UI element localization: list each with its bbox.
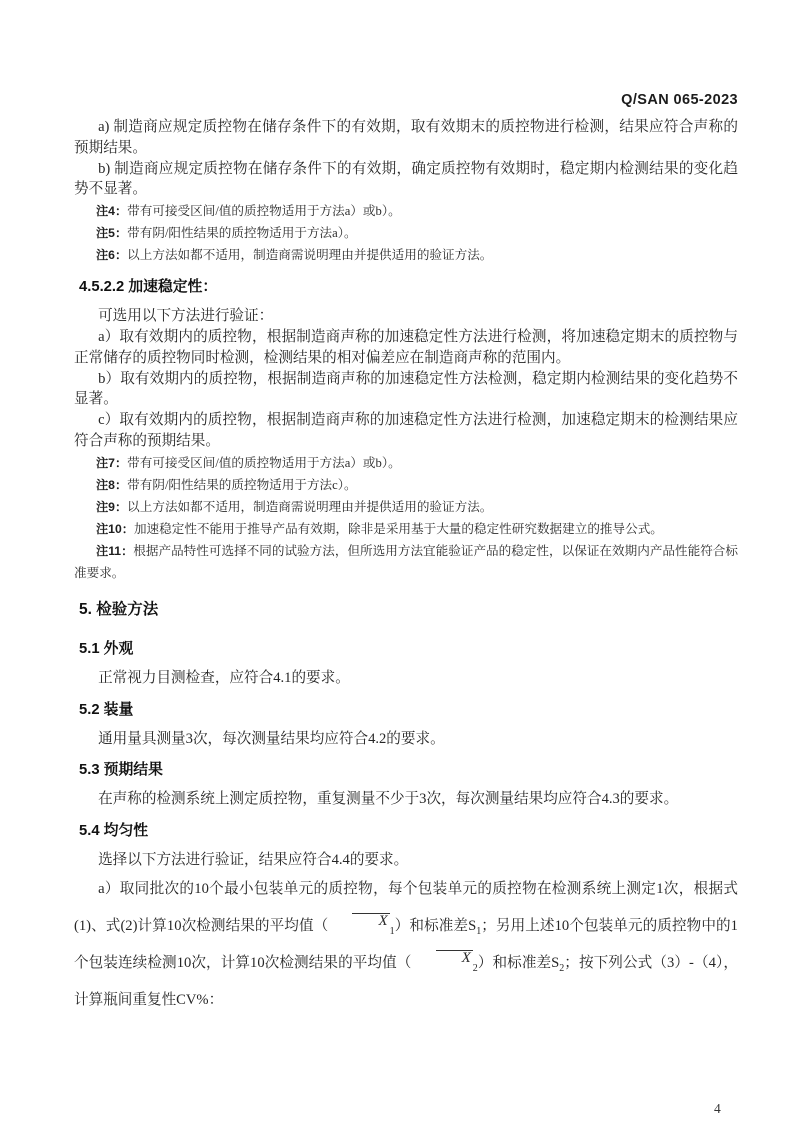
- paragraph: 正常视力目测检查，应符合4.1的要求。: [98, 669, 350, 686]
- note-label: 注9：: [96, 499, 128, 514]
- section-heading: 5.4 均匀性: [79, 823, 149, 840]
- paragraph: 通用量具测量3次，每次测量结果均应符合4.2的要求。: [98, 730, 445, 747]
- paragraph: 可选用以下方法进行验证：: [98, 308, 274, 325]
- section-heading: 5.2 装量: [79, 701, 134, 718]
- page-header: [0, 0, 800, 109]
- chapter-heading: 5. 检验方法: [79, 600, 159, 618]
- note-label: 注4：: [96, 204, 128, 219]
- x-bar-symbol: [411, 945, 477, 982]
- page-number: 4: [714, 1101, 721, 1116]
- section-heading: 4.5.2.2 加速稳定性：: [79, 279, 218, 296]
- paragraph: b) 制造商应规定质控物在储存条件下的有效期，确定质控物有效期时，稳定期内检测结果的变化趋势不显著。: [74, 160, 738, 198]
- paragraph: 在声称的检测系统上测定质控物，重复测量不少于3次，每次测量结果均应符合4.3的要求。: [98, 791, 679, 808]
- subscript: 2: [559, 962, 565, 974]
- formula-paragraph: a）取同批次的10个最小包装单元的质控物，每个包装单元的质控物在检测系统上测定1次，根据式(1)、式(2)计算10次检测结果的平均值（ $X_1$）和标准差$S_1$；另用上述10个包装单元的质控物中的1个包装连续检测10次，计算10次检测结果的平均值（ $X_2$）和标准差$S_2$；按下列公式（3）-（4），计算瓶间重复性CV%：: [74, 880, 738, 1008]
- note-label: 注8：: [96, 477, 128, 492]
- section-heading: 5.3 预期结果: [79, 762, 163, 779]
- subscript: 1: [389, 925, 395, 937]
- x-bar-letter: X: [352, 913, 389, 930]
- paragraph: a) 制造商应规定质控物在储存条件下的有效期，取有效期末的质控物进行检测，结果应符合声称的预期结果。: [74, 119, 738, 156]
- note-label: 注11：: [96, 543, 134, 558]
- x-bar-symbol: [328, 908, 394, 945]
- section-heading: 5.1 外观: [79, 640, 134, 657]
- paragraph: c）取有效期内的质控物，根据制造商声称的加速稳定性方法进行检测，加速稳定期末的检测结果应符合声称的预期结果。: [74, 412, 738, 449]
- x-bar-letter: X: [436, 950, 473, 967]
- subscript: 1: [476, 925, 482, 937]
- note: 注9：以上方法如都不适用，制造商需说明理由并提供适用的验证方法。: [96, 499, 493, 514]
- note: 注4：带有可接受区间/值的质控物适用于方法a）或b）。: [96, 204, 401, 219]
- standard-code: Q/SAN 065-2023: [621, 92, 738, 108]
- note-label: 注7：: [96, 455, 128, 470]
- document-content: [0, 109, 800, 1019]
- paragraph: 选择以下方法进行验证，结果应符合4.4的要求。: [98, 852, 409, 869]
- note-label: 注10：: [96, 521, 134, 536]
- note: 注7：带有可接受区间/值的质控物适用于方法a）或b）。: [96, 455, 401, 470]
- note: 注6：以上方法如都不适用，制造商需说明理由并提供适用的验证方法。: [96, 248, 493, 263]
- note: 注5：带有阴/阳性结果的质控物适用于方法a）。: [96, 226, 357, 241]
- note: 注8：带有阴/阳性结果的质控物适用于方法c）。: [96, 477, 357, 492]
- paragraph: b）取有效期内的质控物，根据制造商声称的加速稳定性方法检测，稳定期内检测结果的变化趋势不显著。: [74, 370, 738, 408]
- paragraph: a）取有效期内的质控物，根据制造商声称的加速稳定性方法进行检测，将加速稳定期末的质控物与正常储存的质控物同时检测，检测结果的相对偏差应在制造商声称的范围内。: [74, 328, 738, 366]
- note: 注10：加速稳定性不能用于推导产品有效期，除非是采用基于大量的稳定性研究数据建立的推导公式。: [96, 521, 663, 536]
- note-label: 注6：: [96, 248, 128, 263]
- subscript: 2: [472, 962, 478, 974]
- note-label: 注5：: [96, 226, 128, 241]
- note: 注11：根据产品特性可选择不同的试验方法，但所选用方法宜能验证产品的稳定性，以保证在效期内产品性能符合标准要求。: [74, 543, 739, 580]
